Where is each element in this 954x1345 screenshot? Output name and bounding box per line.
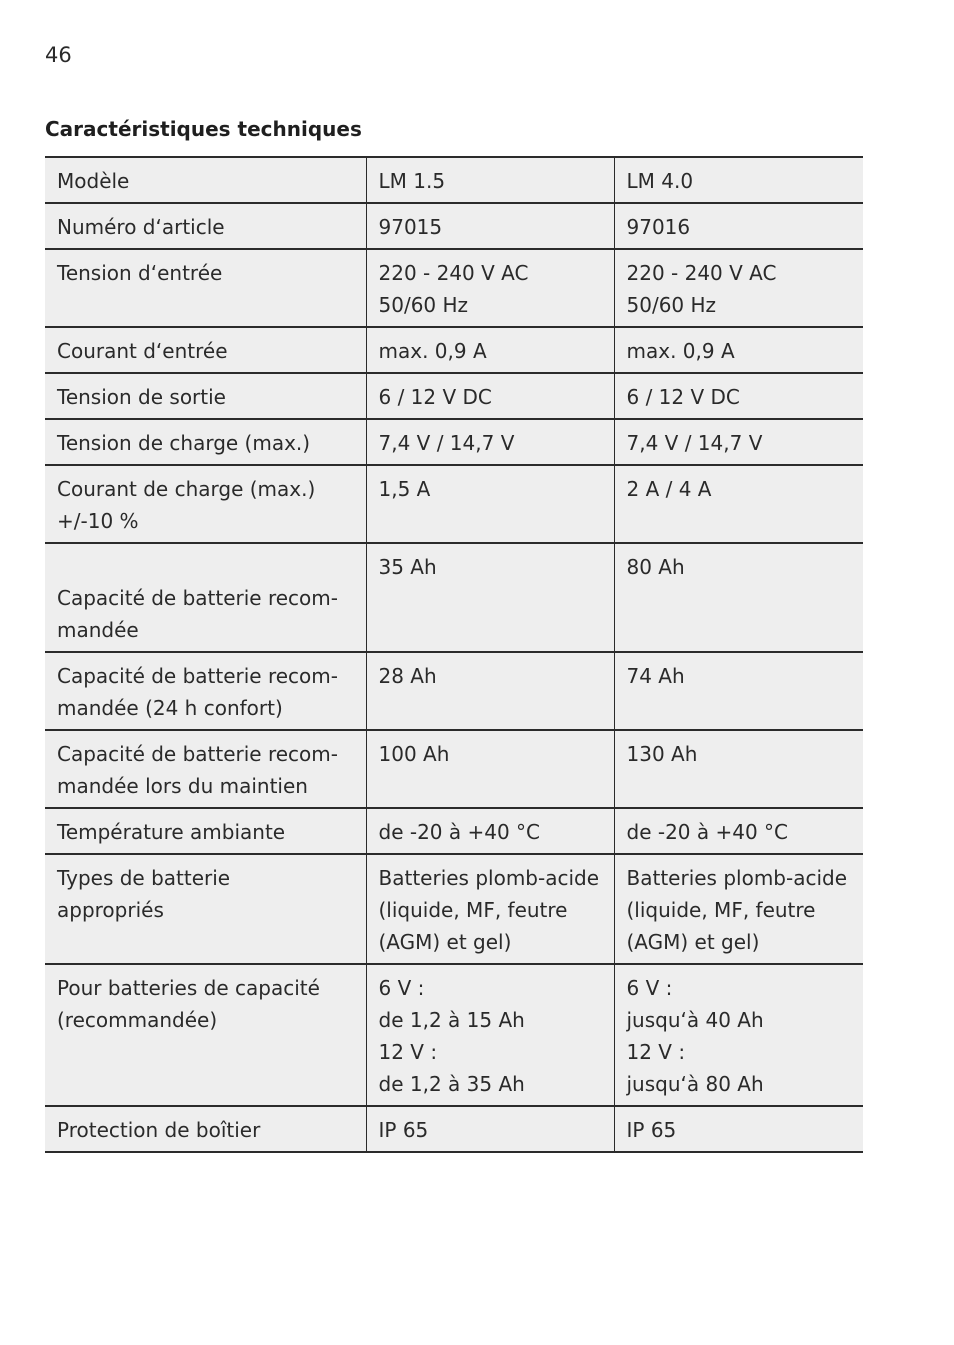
lm40-value: LM 4.0: [614, 157, 863, 203]
table-row-housing-protection: [45, 1106, 863, 1152]
table-row-capacity-range: [45, 964, 863, 1106]
row-label: Protection de boîtier: [45, 1106, 366, 1152]
row-label: Types de batterie appropriés: [45, 854, 366, 964]
lm40-value: de -20 à +40 °C: [614, 808, 863, 854]
lm40-value: 130 Ah: [614, 730, 863, 808]
table-row-model: [45, 157, 863, 203]
lm40-value: 80 Ah: [614, 543, 863, 652]
lm40-value: 6 / 12 V DC: [614, 373, 863, 419]
lm40-value: IP 65: [614, 1106, 863, 1152]
lm15-value: LM 1.5: [366, 157, 614, 203]
page-number: 46: [45, 43, 72, 67]
lm15-value: 6 / 12 V DC: [366, 373, 614, 419]
lm15-value: Batteries plomb-acide (liquide, MF, feutre (AGM) et gel): [366, 854, 614, 964]
table-row-charge-voltage: [45, 419, 863, 465]
lm15-value: 6 V : de 1,2 à 15 Ah 12 V : de 1,2 à 35 Ah: [366, 964, 614, 1106]
table-row-recommended-capacity: [45, 543, 863, 652]
row-label: Capacité de batterie recom- mandée lors du maintien: [45, 730, 366, 808]
lm40-value: 2 A / 4 A: [614, 465, 863, 543]
row-label: Numéro d‘article: [45, 203, 366, 249]
table-row-ambient-temperature: [45, 808, 863, 854]
lm15-value: 7,4 V / 14,7 V: [366, 419, 614, 465]
lm40-value: 97016: [614, 203, 863, 249]
row-label: Modèle: [45, 157, 366, 203]
row-label: Courant de charge (max.) +/-10 %: [45, 465, 366, 543]
lm15-value: 220 - 240 V AC 50/60 Hz: [366, 249, 614, 327]
table-row-recommended-capacity-24h: [45, 652, 863, 730]
table-row-charge-current: [45, 465, 863, 543]
row-label: Tension de sortie: [45, 373, 366, 419]
lm15-value: 100 Ah: [366, 730, 614, 808]
lm40-value: 74 Ah: [614, 652, 863, 730]
row-label: Pour batteries de capacité (recommandée): [45, 964, 366, 1106]
lm15-value: max. 0,9 A: [366, 327, 614, 373]
row-label: Capacité de batterie recom- mandée (24 h confort): [45, 652, 366, 730]
table-row-battery-types: [45, 854, 863, 964]
table-row-input-voltage: [45, 249, 863, 327]
row-label: Tension d‘entrée: [45, 249, 366, 327]
row-label: Tension de charge (max.): [45, 419, 366, 465]
table-row-input-current: [45, 327, 863, 373]
table-row-article-number: [45, 203, 863, 249]
row-label: Courant d‘entrée: [45, 327, 366, 373]
lm40-value: 220 - 240 V AC 50/60 Hz: [614, 249, 863, 327]
lm15-value: 28 Ah: [366, 652, 614, 730]
row-label: Température ambiante: [45, 808, 366, 854]
lm15-value: 35 Ah: [366, 543, 614, 652]
lm15-value: IP 65: [366, 1106, 614, 1152]
table-row-recommended-capacity-maintenance: [45, 730, 863, 808]
lm40-value: max. 0,9 A: [614, 327, 863, 373]
section-title: Caractéristiques techniques: [45, 117, 362, 141]
row-label: Capacité de batterie recom- mandée: [45, 543, 366, 652]
lm15-value: 97015: [366, 203, 614, 249]
lm15-value: 1,5 A: [366, 465, 614, 543]
lm40-value: 7,4 V / 14,7 V: [614, 419, 863, 465]
table-row-output-voltage: [45, 373, 863, 419]
lm40-value: 6 V : jusqu‘à 40 Ah 12 V : jusqu‘à 80 Ah: [614, 964, 863, 1106]
lm15-value: de -20 à +40 °C: [366, 808, 614, 854]
lm40-value: Batteries plomb-acide (liquide, MF, feutre (AGM) et gel): [614, 854, 863, 964]
technical-specs-table: [45, 156, 863, 1153]
